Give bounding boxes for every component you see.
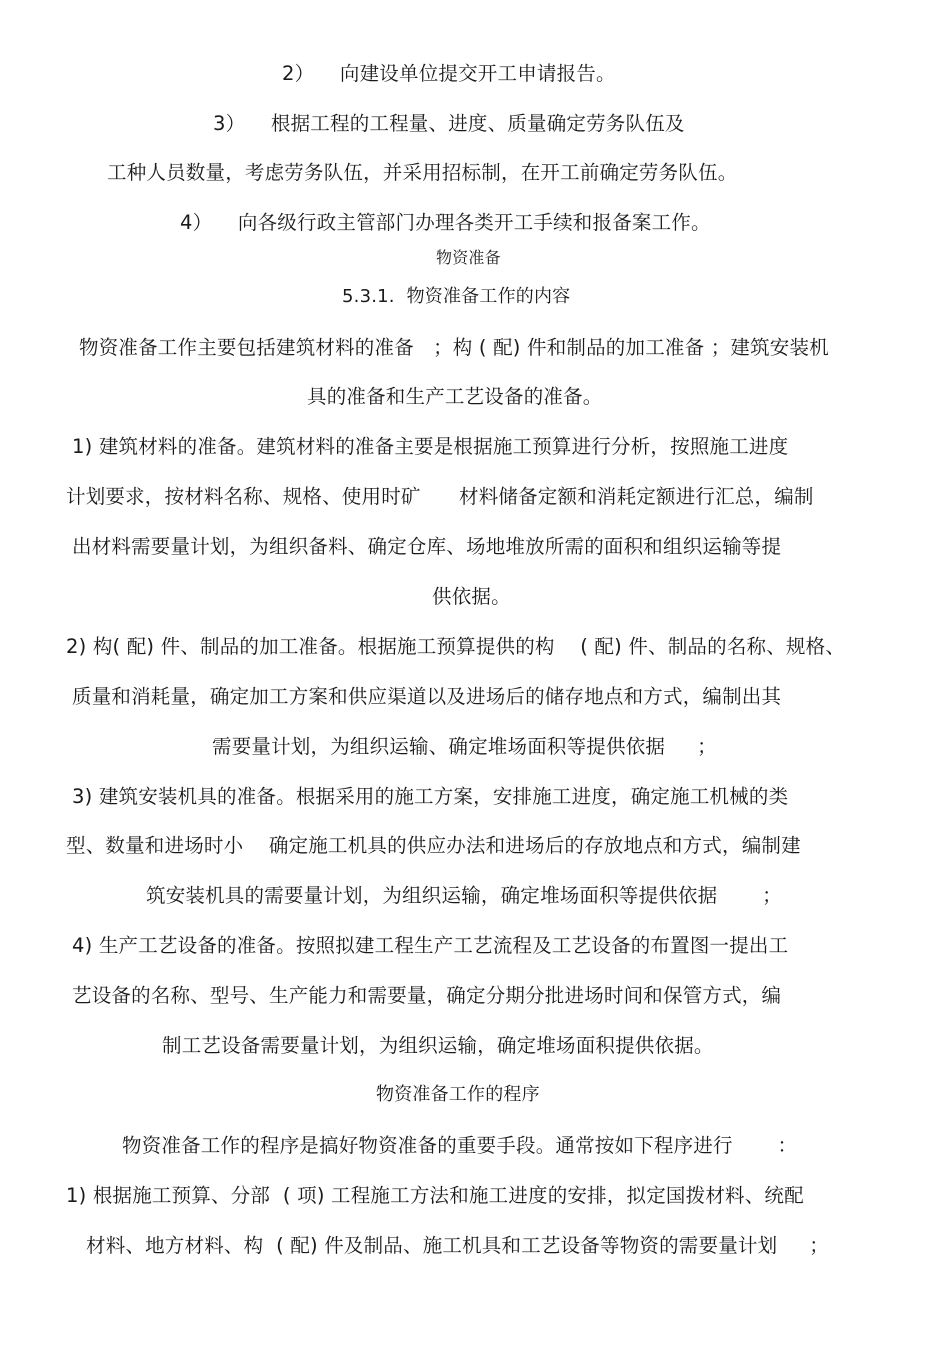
text-line: 筑安装机具的需要量计划，为组织运输，确定堆场面积等提供依据 ； <box>146 884 782 907</box>
text-line: 需要量计划，为组织运输、确定堆场面积等提供依据 ； <box>212 735 717 758</box>
text-line: 1) 根据施工预算、分部 ( 项) 工程施工方法和施工进度的安排，拟定国拨材料、统配 <box>66 1184 804 1207</box>
text-line: 材料、地方材料、构 ( 配) 件及制品、施工机具和工艺设备等物资的需要量计划 ； <box>86 1234 830 1257</box>
section-heading: 物资准备工作的程序 <box>376 1084 540 1105</box>
text-line: 供依据。 <box>432 585 511 608</box>
text-line: 型、数量和进场时小 确定施工机具的供应办法和进场后的存放地点和方式，编制建 <box>66 834 801 857</box>
text-line: 物资准备工作的程序是搞好物资准备的重要手段。通常按如下程序进行 ： <box>122 1134 798 1157</box>
text-line: 4） 向各级行政主管部门办理各类开工手续和报备案工作。 <box>180 211 711 234</box>
text-line: 1) 建筑材料的准备。建筑材料的准备主要是根据施工预算进行分析，按照施工进度 <box>72 435 789 458</box>
text-line: 制工艺设备需要量计划，为组织运输，确定堆场面积提供依据。 <box>162 1034 714 1057</box>
text-line: 4) 生产工艺设备的准备。按照拟建工程生产工艺流程及工艺设备的布置图一提出工 <box>72 934 789 957</box>
text-line: 质量和消耗量，确定加工方案和供应渠道以及进场后的储存地点和方式，编制出其 <box>72 685 782 708</box>
text-line: 2） 向建设单位提交开工申请报告。 <box>282 62 616 85</box>
text-line: 出材料需要量计划，为组织备料、确定仓库、场地堆放所需的面积和组织运输等提 <box>72 535 782 558</box>
text-line: 物资准备工作主要包括建筑材料的准备 ；构 ( 配) 件和制品的加工准备 ；建筑安装机 <box>79 336 829 359</box>
text-line: 3) 建筑安装机具的准备。根据采用的施工方案，安排施工进度，确定施工机械的类 <box>72 785 789 808</box>
subsection-heading: 5.3.1. 物资准备工作的内容 <box>342 286 571 307</box>
text-line: 计划要求，按材料名称、规格、使用时矿 材料储备定额和消耗定额进行汇总，编制 <box>66 485 814 508</box>
text-line: 3） 根据工程的工程量、进度、质量确定劳务队伍及 <box>213 112 685 135</box>
text-line: 2) 构( 配) 件、制品的加工准备。根据施工预算提供的构 ( 配) 件、制品的名称、规格、 <box>66 635 846 658</box>
text-line: 工种人员数量，考虑劳务队伍，并采用招标制，在开工前确定劳务队伍。 <box>107 161 738 184</box>
text-line: 艺设备的名称、型号、生产能力和需要量，确定分期分批进场时间和保管方式，编 <box>72 984 782 1007</box>
text-line: 具的准备和生产工艺设备的准备。 <box>307 385 603 408</box>
section-heading: 物资准备 <box>436 248 501 267</box>
